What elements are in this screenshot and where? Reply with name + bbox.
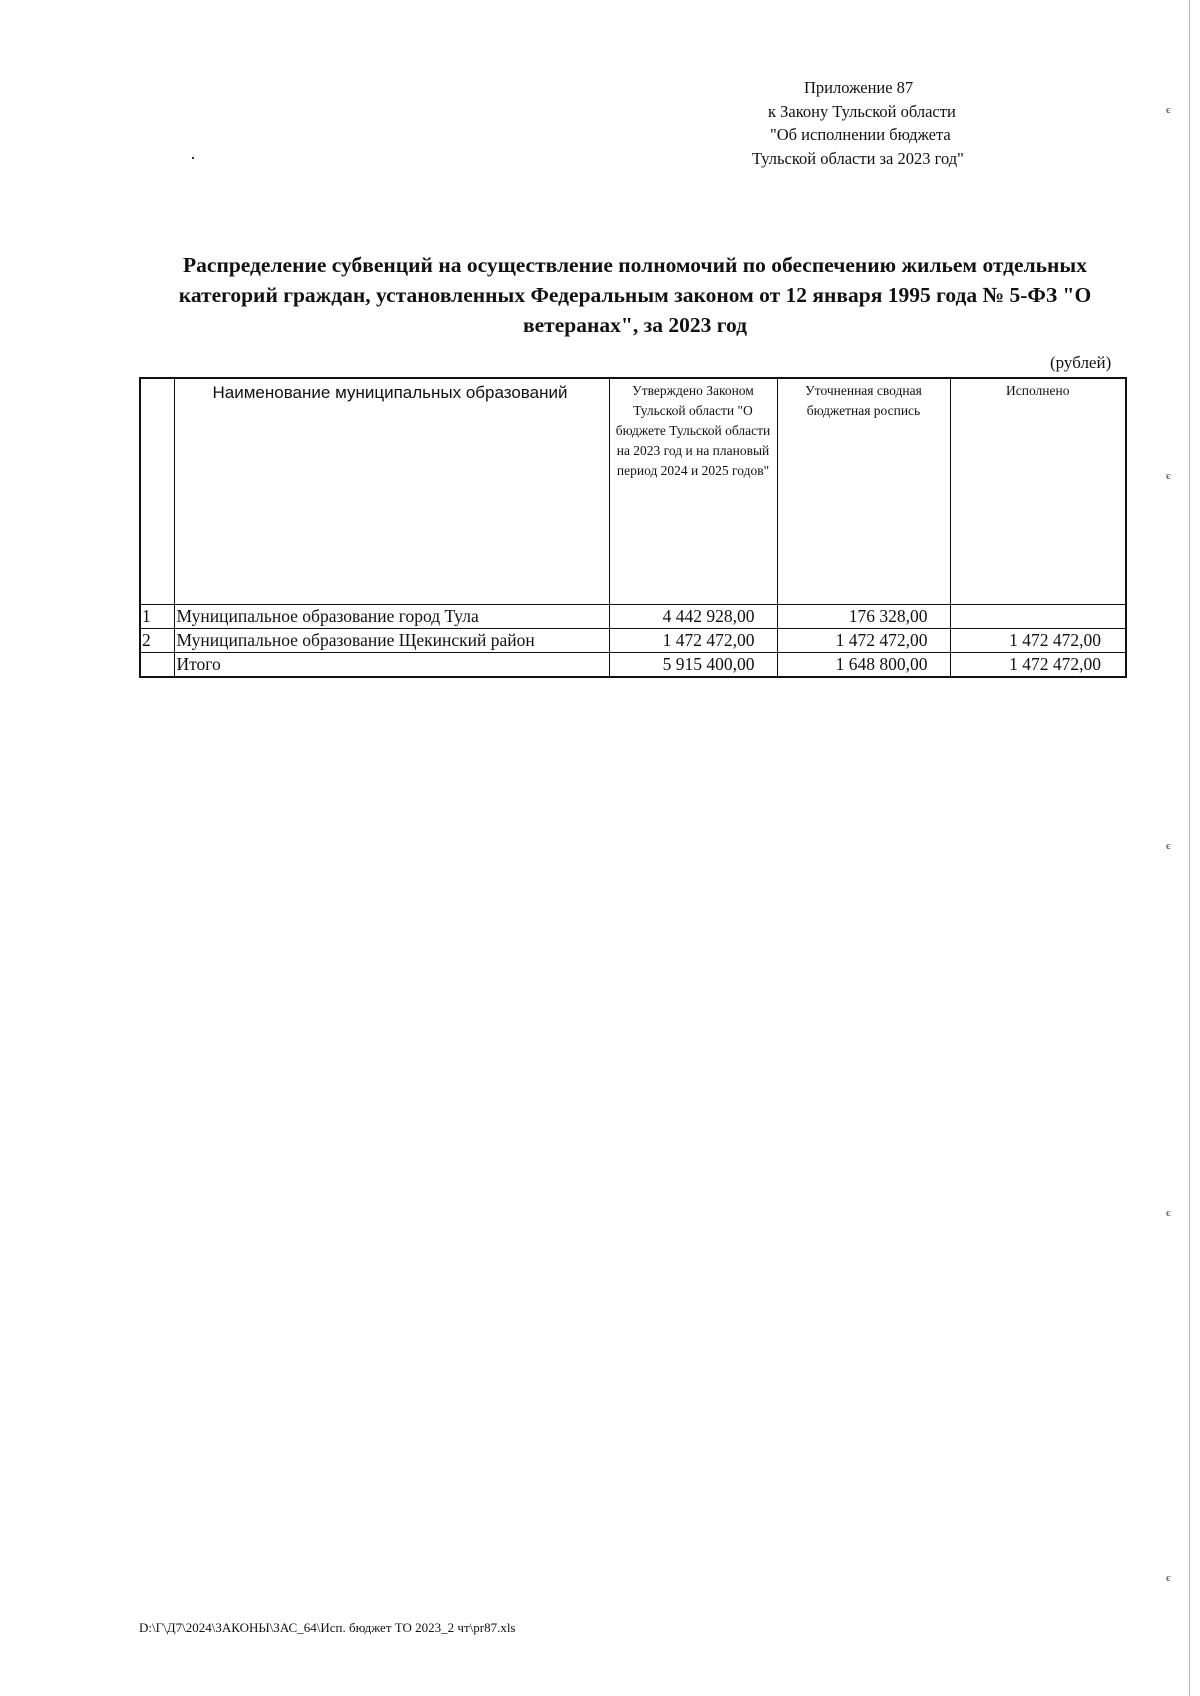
row-approved: 5 915 400,00 (609, 653, 777, 678)
row-executed: 1 472 472,00 (950, 629, 1126, 653)
appendix-line: "Об исполнении бюджета (770, 125, 951, 144)
scan-mark-icon: є (1166, 1572, 1171, 1584)
row-revised: 1 472 472,00 (777, 629, 950, 653)
appendix-line: к Закону Тульской области (768, 101, 956, 121)
table-row (140, 629, 1126, 653)
scan-mark-icon: є (1166, 104, 1171, 116)
row-executed (950, 605, 1126, 629)
row-revised: 176 328,00 (777, 605, 950, 629)
document-title: Распределение субвенций на осуществление полномочий по обеспечению жильем отдельных категорий граждан, установленных Федеральным законом от 12 января 1995 года № 5-ФЗ "О ветеранах", за 2023 год (178, 253, 1092, 337)
row-approved: 1 472 472,00 (609, 629, 777, 653)
row-name: Муниципальное образование город Тула (174, 605, 609, 629)
header-revised: Уточненная сводная бюджетная роспись (777, 378, 950, 605)
header-name: Наименование муниципальных образований (174, 378, 609, 605)
table-row (140, 605, 1126, 629)
row-name: Муниципальное образование Щекинский район (174, 629, 609, 653)
table-header-row (140, 378, 1126, 605)
appendix-line: Тульской области за 2023 год" (752, 148, 964, 168)
table-row-total (140, 653, 1126, 678)
appendix-line: Приложение 87 (804, 78, 914, 97)
stray-dot (192, 157, 194, 159)
file-path-footer: D:\Г\Д7\2024\ЗАКОНЫ\ЗАС_64\Исп. бюджет ТО 2023_2 чт\pr87.xls (139, 1620, 516, 1635)
header-approved: Утверждено Законом Тульской области "О бюджете Тульской области на 2023 год и на плановый период 2024 и 2025 годов" (609, 378, 777, 605)
row-revised: 1 648 800,00 (777, 653, 950, 678)
scan-edge-line (1189, 0, 1190, 1696)
row-name: Итого (174, 653, 609, 678)
scan-mark-icon: є (1166, 840, 1171, 852)
row-index: 1 (140, 605, 174, 629)
row-index (140, 653, 174, 678)
row-executed: 1 472 472,00 (950, 653, 1126, 678)
scan-mark-icon: є (1166, 1207, 1171, 1219)
subventions-table (139, 377, 1127, 678)
row-approved: 4 442 928,00 (609, 605, 777, 629)
units-label: (рублей) (1050, 353, 1112, 372)
scan-mark-icon: є (1166, 470, 1171, 482)
appendix-header (740, 76, 1200, 170)
header-executed: Исполнено (950, 378, 1126, 605)
header-index-cell (140, 378, 174, 605)
row-index: 2 (140, 629, 174, 653)
